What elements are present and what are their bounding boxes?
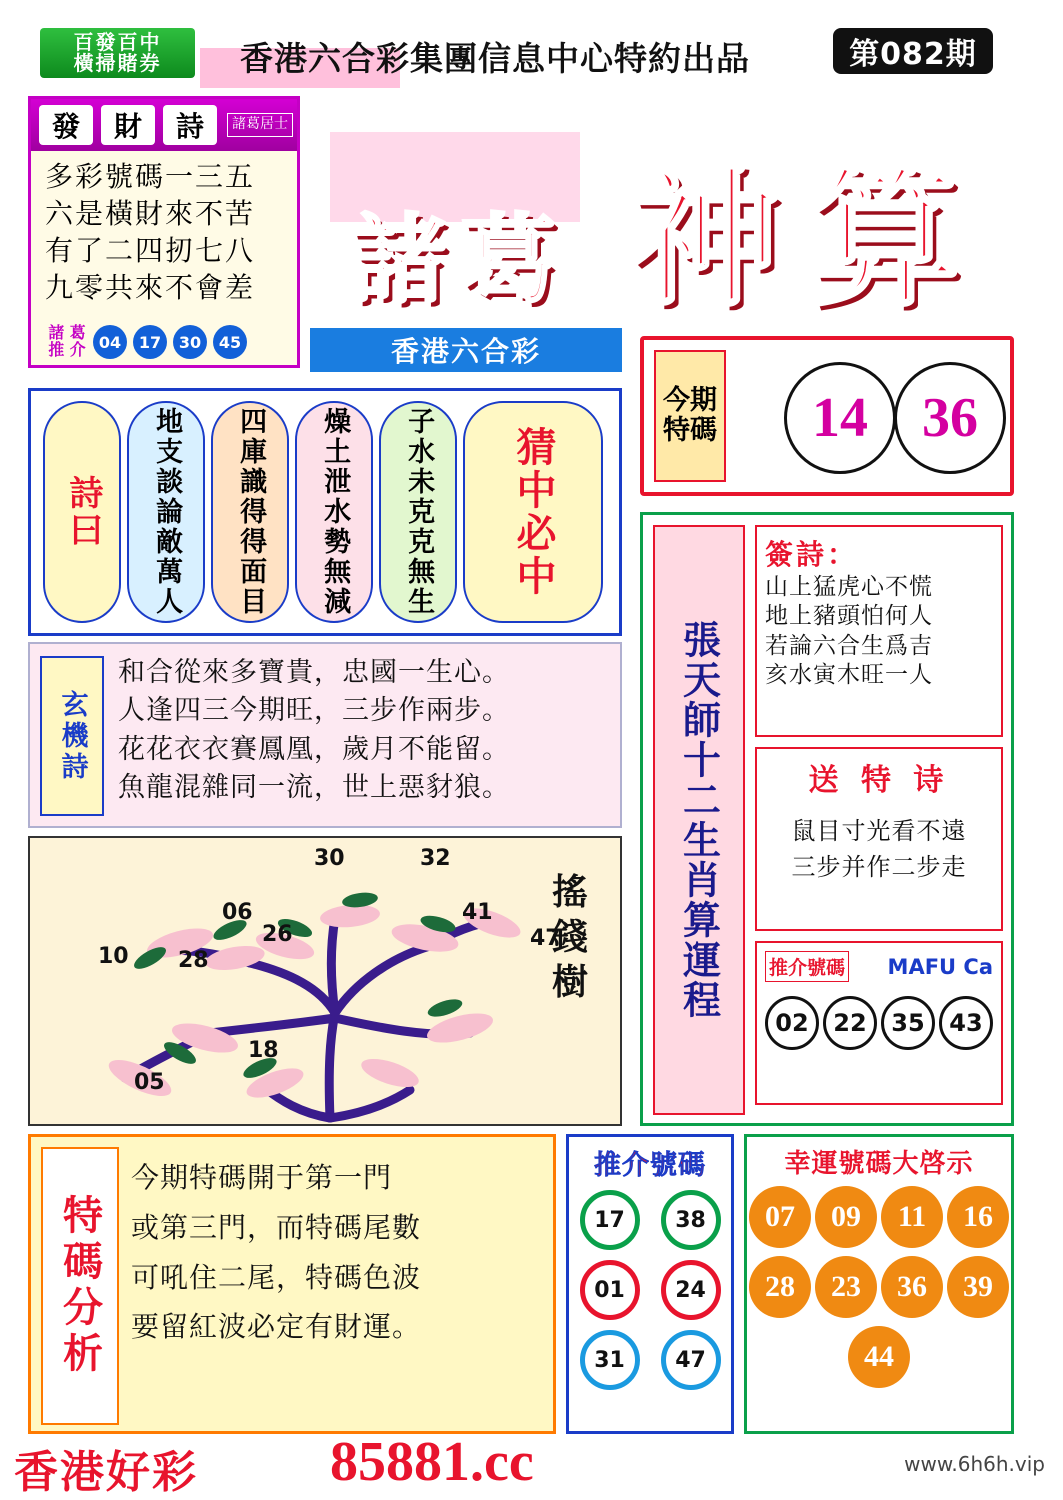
poem-recommend-ball: 30 — [173, 325, 207, 359]
xuanji-poem-lines — [118, 654, 616, 807]
fortune-poem-header — [31, 99, 297, 151]
special-analysis-lines — [131, 1153, 543, 1352]
tree-number: 06 — [222, 900, 253, 925]
zhang-recommend-brand: MAFU Ca — [887, 954, 993, 979]
masthead-char-2: 葛 — [460, 203, 556, 316]
recommend-ball: 47 — [661, 1330, 721, 1390]
capsule-phrase: 地支談論敵萬人 — [127, 401, 205, 623]
footer-brand: 香港好彩 — [14, 1447, 198, 1498]
tree-number: 41 — [462, 900, 493, 925]
capsule-phrase-panel — [28, 388, 622, 636]
zhang-recommend-ball: 02 — [765, 996, 819, 1050]
poem-recommend-ball: 45 — [213, 325, 247, 359]
recommend-numbers-grid — [569, 1190, 731, 1400]
zhangtianshi-label: 張天師十二生肖算運程 — [653, 525, 745, 1115]
qianshi-line: 地上豬頭怕何人 — [765, 603, 933, 630]
footer-site: www.6h6h.vip — [904, 1452, 1045, 1476]
lucky-numbers-panel — [744, 1134, 1014, 1434]
header-bar — [0, 0, 1063, 88]
recommend-numbers-panel — [566, 1134, 734, 1434]
recommend-ball: 24 — [661, 1260, 721, 1320]
lucky-ball: 36 — [881, 1256, 943, 1318]
money-tree-illustration — [30, 838, 620, 1124]
poem-title-char-3: 詩 — [163, 105, 217, 145]
lottery-name-bar: 香港六合彩 — [310, 328, 622, 372]
poem-recommend-label-bottom: 推 介 — [48, 340, 86, 359]
analysis-line: 可吼住二尾，特碼色波 — [131, 1260, 422, 1294]
lucky-ball: 07 — [749, 1186, 811, 1248]
fortune-poem-panel — [28, 96, 300, 368]
poem-recommend-ball: 17 — [133, 325, 167, 359]
masthead-title — [310, 92, 1010, 327]
footer-url: 85881.cc — [330, 1431, 534, 1493]
zhang-recommend-ball: 22 — [823, 996, 877, 1050]
poem-line: 有了二四扨七八 — [45, 233, 256, 267]
capsule-phrase: 燥土泄水勢無減 — [295, 401, 373, 623]
lucky-ball: 39 — [947, 1256, 1009, 1318]
recommend-numbers-title: 推介號碼 — [594, 1150, 706, 1181]
qianshi-line: 山上猛虎心不慌 — [765, 574, 933, 600]
tree-number: 28 — [178, 948, 209, 973]
poem-line: 六是橫財來不苦 — [45, 196, 256, 230]
lucky-numbers-title: 幸運號碼大啓示 — [784, 1149, 974, 1179]
special-number-ball: 36 — [894, 362, 1006, 474]
masthead-char-4: 算 — [810, 151, 961, 327]
lucky-ball: 16 — [947, 1186, 1009, 1248]
poem-title-char-1: 發 — [39, 105, 93, 145]
lucky-ball: 23 — [815, 1256, 877, 1318]
zhang-recommend-ball: 43 — [939, 996, 993, 1050]
capsule-phrase: 子水未克克無生 — [379, 401, 457, 623]
tree-number: 10 — [98, 944, 129, 969]
special-analysis-panel — [28, 1134, 556, 1434]
masthead-char-3: 神 — [630, 151, 781, 327]
qianshi-line: 若論六合生爲吉 — [765, 632, 933, 659]
fortune-poem-lines — [45, 159, 295, 307]
special-analysis-label: 特碼分析 — [41, 1147, 119, 1425]
zhang-recommend-balls — [765, 996, 993, 1050]
tree-number: 05 — [134, 1070, 165, 1095]
xuanji-poem-panel — [28, 642, 622, 828]
tree-number: 30 — [314, 846, 345, 871]
songte-title: 送 特 诗 — [808, 763, 950, 798]
masthead-char-1: 諸 — [350, 203, 446, 316]
brand-logo — [40, 28, 195, 78]
analysis-line: 今期特碼開于第一門 — [131, 1161, 393, 1194]
lucky-ball: 09 — [815, 1186, 877, 1248]
poem-recommend-label — [41, 325, 93, 358]
zhang-recommend-panel — [755, 941, 1003, 1105]
zhang-recommend-label: 推介號碼 — [765, 951, 849, 982]
capsule-phrase: 詩曰 — [43, 401, 121, 623]
brand-logo-line2: 橫掃賭券 — [73, 51, 162, 75]
poem-recommend-ball: 04 — [93, 325, 127, 359]
xuanji-poem-label: 玄機詩 — [40, 656, 104, 816]
money-tree-caption: 搖錢樹 — [551, 872, 588, 1003]
analysis-line: 要留紅波必定有財運。 — [131, 1310, 422, 1344]
songte-line: 三步并作二步走 — [791, 853, 967, 881]
tree-number: 18 — [248, 1038, 279, 1063]
tree-number: 32 — [420, 846, 451, 871]
special-number-label: 今期特碼 — [654, 350, 726, 482]
lucky-ball: 11 — [881, 1186, 943, 1248]
xuanji-line: 和合從來多寶貴，忠國一生心。 — [118, 657, 510, 688]
capsule-phrase: 猜中必中 — [463, 401, 603, 623]
special-number-panel — [640, 336, 1014, 496]
songte-panel — [755, 747, 1003, 931]
poem-recommend-label-top: 諸 葛 — [48, 323, 86, 343]
capsule-phrase: 四庫識得得面目 — [211, 401, 289, 623]
issue-badge: 第082期 — [833, 28, 993, 74]
tree-number: 47 — [530, 926, 561, 951]
money-tree-panel — [28, 836, 622, 1126]
recommend-ball: 38 — [661, 1190, 721, 1250]
poem-line: 九零共來不會差 — [45, 270, 256, 304]
tree-number: 26 — [262, 922, 293, 947]
brand-logo-line1: 百發百中 — [73, 30, 162, 54]
page-title: 香港六合彩集團信息中心特約出品 — [240, 39, 750, 78]
poem-line: 多彩號碼一三五 — [45, 160, 256, 193]
lucky-ball: 28 — [749, 1256, 811, 1318]
recommend-ball: 31 — [580, 1330, 640, 1390]
poem-recommend-row — [41, 319, 297, 365]
xuanji-line: 花花衣衣賽鳳凰，歲月不能留。 — [118, 733, 510, 765]
recommend-ball: 01 — [580, 1260, 640, 1320]
poem-author-tag: 諸葛居士 — [227, 113, 293, 136]
lucky-ball: 44 — [848, 1326, 910, 1388]
qianshi-title: 簽詩： — [765, 538, 859, 571]
special-number-ball: 14 — [784, 362, 896, 474]
xuanji-line: 人逢四三今期旺，三步作兩步。 — [118, 695, 510, 727]
recommend-ball: 17 — [580, 1190, 640, 1250]
poem-title-char-2: 財 — [101, 105, 155, 145]
analysis-line: 或第三門，而特碼尾數 — [131, 1210, 422, 1244]
qianshi-panel — [755, 525, 1003, 737]
xuanji-line: 魚龍混雜同一流，世上惡豺狼。 — [118, 771, 510, 803]
lucky-numbers-grid — [747, 1186, 1011, 1396]
songte-line: 鼠目寸光看不遠 — [791, 817, 967, 845]
zhang-recommend-header — [765, 951, 993, 982]
zhang-recommend-ball: 35 — [881, 996, 935, 1050]
qianshi-line: 亥水寅木旺一人 — [765, 662, 933, 689]
zhangtianshi-panel — [640, 512, 1014, 1126]
